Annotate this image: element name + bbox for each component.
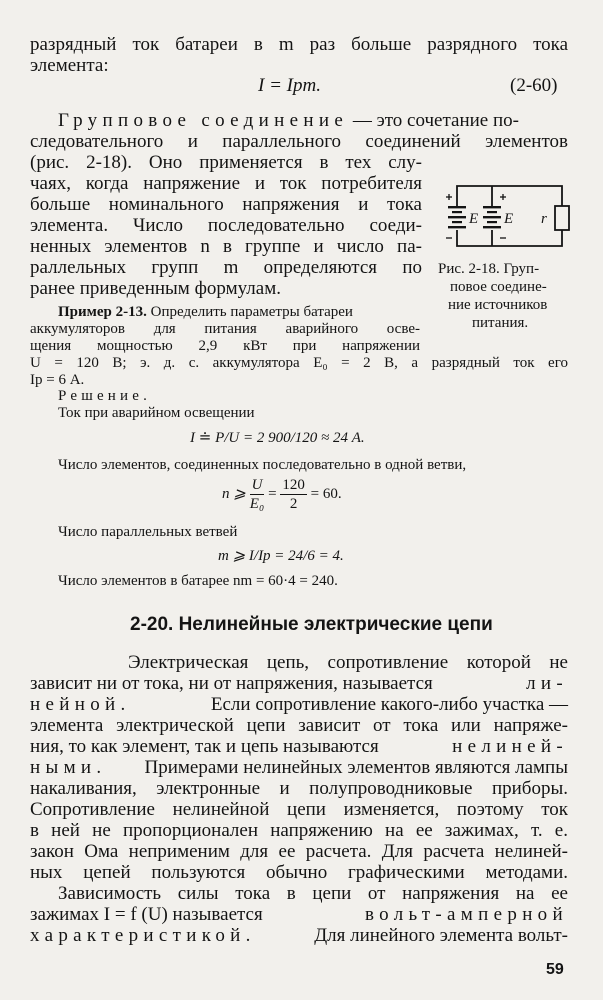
text-line: закон Ома неприменим для ее расчета. Для расчета нелиней- xyxy=(30,841,568,862)
text-line: раллельных групп m определяются по xyxy=(30,257,422,278)
text-line: U = 120 В; э. д. с. аккумулятора E₀ = 2 В, а разрядный ток его xyxy=(30,355,568,371)
spaced-term: ли- xyxy=(526,673,568,694)
text-line: зажимах I = f (U) называется вольт-амперной xyxy=(30,902,568,928)
text-line: Сопротивление нелинейной цепи изменяется, поэтому ток xyxy=(30,799,568,820)
text-line: Ток при аварийном освещении xyxy=(58,405,255,421)
figure-caption-line: ние источников xyxy=(448,297,548,313)
spaced-term: ными. xyxy=(30,757,107,778)
spaced-term: нелиней- xyxy=(452,736,568,757)
text-line: больше номинального напряжения и тока xyxy=(30,194,422,215)
text-line: элемента: xyxy=(30,55,109,76)
spaced-term: нейной. xyxy=(30,694,131,715)
text-line: накаливания, электронные и полупроводниковые приборы. xyxy=(30,778,568,799)
spaced-term: характеристикой. xyxy=(30,925,256,946)
text-line: Зависимость силы тока в цепи от напряжения на ее xyxy=(58,883,568,904)
text-line: ния, то как элемент, так и цепь называются нелиней- xyxy=(30,734,568,760)
text-line: (рис. 2-18). Оно применяется в тех слу- xyxy=(30,152,422,173)
emf-label: E xyxy=(504,211,514,227)
solution-label: Решение. xyxy=(58,388,152,404)
resistor-symbol xyxy=(555,206,569,230)
example-title: Пример 2-13. xyxy=(58,304,147,320)
circuit-diagram xyxy=(440,166,575,256)
text-line: чаях, когда напряжение и ток потребителя xyxy=(30,173,422,194)
text-line: элемента. Число последовательно соеди- xyxy=(30,215,422,236)
section-heading: 2-20. Нелинейные электрические цепи xyxy=(130,614,493,635)
spaced-term: вольт-амперной xyxy=(364,904,568,925)
text-line: следовательного и параллельного соединений элементов xyxy=(30,131,568,152)
spaced-term: Групповое соединение xyxy=(58,110,349,131)
text-line: в ней не пропорционален напряжению на ее зажимах, т. е. xyxy=(30,820,568,841)
text-line: нейной. Если сопротивление какого-либо участка — xyxy=(30,694,568,715)
text-line: щения мощностью 2,9 кВт при напряжении xyxy=(30,338,420,354)
text-line: ранее приведенным формулам. xyxy=(30,278,281,299)
battery-middle xyxy=(483,206,501,228)
text-line: разрядный ток батареи в m раз больше разрядного тока xyxy=(30,34,568,55)
text-line: ными. Примерами нелинейных элементов являются лампы xyxy=(30,757,568,778)
text-line: ненных элементов n в группе и число па- xyxy=(30,236,422,257)
fraction: $\frac{120}{2}$ xyxy=(282,477,305,512)
resistance-label: r xyxy=(541,211,547,227)
text-line: Число элементов в батарее nm = 60·4 = 240. xyxy=(58,573,338,589)
page-number: 59 xyxy=(546,961,564,978)
top-wire xyxy=(457,186,562,206)
equation-number: (2-60) xyxy=(510,75,558,96)
text-line: Число параллельных ветвей xyxy=(58,524,238,540)
text-line: Электрическая цепь, сопротивление которой не xyxy=(128,652,568,673)
figure-caption-line: повое соедине- xyxy=(450,279,547,295)
fraction-equation: n ⩾ $\frac{U}{\text{E₀}}$ = $\frac{120}{2}$ = 60. xyxy=(222,477,342,512)
equation: I = Iрm. xyxy=(258,75,321,96)
text-line: зависит ни от тока, ни от напряжения, называется ли- xyxy=(30,671,568,697)
emf-label: E xyxy=(469,211,479,227)
figure-caption-line: питания. xyxy=(472,315,529,331)
fraction: $\frac{U}{\text{E₀}}$ xyxy=(249,477,265,512)
bottom-wire xyxy=(457,230,562,246)
text-line: Групповое соединение — это сочетание по- xyxy=(58,110,519,131)
text-line: ных цепей пользуются обычно графическими методами. xyxy=(30,862,568,883)
text-line: Iр = 6 А. xyxy=(30,372,85,388)
text-line: характеристикой. Для линейного элемента вольт- xyxy=(30,925,568,946)
text-line: аккумуляторов для питания аварийного осве- xyxy=(30,321,420,337)
text-line: элемента электрической цепи зависит от тока или напряже- xyxy=(30,715,568,736)
battery-left xyxy=(448,206,466,228)
figure-caption-line: Рис. 2-18. Груп- xyxy=(438,261,540,277)
example-title-line: Пример 2-13. Определить параметры батареи xyxy=(58,304,353,320)
equation: m ⩾ I/Iр = 24/6 = 4. xyxy=(218,548,344,564)
equation: I ≐ P/U = 2 900/120 ≈ 24 А. xyxy=(190,430,365,446)
text-line: Число элементов, соединенных последовательно в одной ветви, xyxy=(58,457,467,473)
